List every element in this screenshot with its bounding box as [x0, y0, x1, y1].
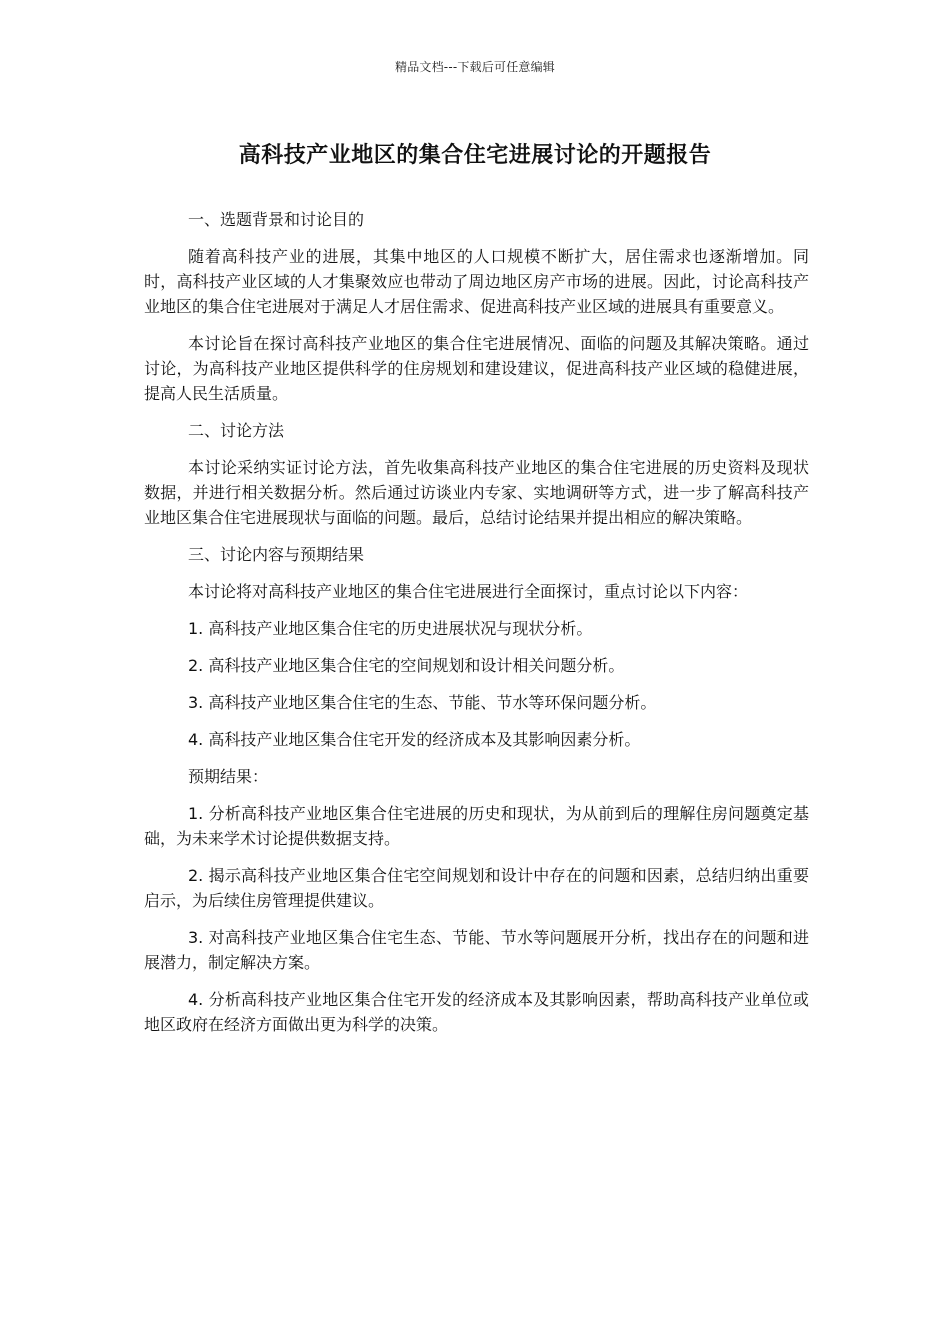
list-item-result-4: 4. 分析高科技产业地区集合住宅开发的经济成本及其影响因素，帮助高科技产业单位或地区政府在经济方面做出更为科学的决策。 [144, 990, 809, 1034]
section-heading-background: 一、选题背景和讨论目的 [188, 210, 365, 229]
paragraph-content-intro: 本讨论将对高科技产业地区的集合住宅进展进行全面探讨，重点讨论以下内容： [188, 582, 749, 601]
list-item-content-4: 4. 高科技产业地区集合住宅开发的经济成本及其影响因素分析。 [188, 730, 641, 749]
list-item-result-3: 3. 对高科技产业地区集合住宅生态、节能、节水等问题展开分析，找出存在的问题和进展潜力，制定解决方案。 [144, 928, 809, 972]
list-item-result-2: 2. 揭示高科技产业地区集合住宅空间规划和设计中存在的问题和因素，总结归纳出重要启示，为后续住房管理提供建议。 [144, 866, 809, 910]
paragraph-background: 随着高科技产业的进展，其集中地区的人口规模不断扩大，居住需求也逐渐增加。同时，高科技产业区域的人才集聚效应也带动了周边地区房产市场的进展。因此，讨论高科技产业地区的集合住宅进展对于满足人才居住需求、促进高科技产业区域的进展具有重要意义。 [144, 247, 809, 316]
document-title: 高科技产业地区的集合住宅进展讨论的开题报告 [238, 143, 712, 168]
list-item-content-1: 1. 高科技产业地区集合住宅的历史进展状况与现状分析。 [188, 619, 593, 638]
list-item-content-3: 3. 高科技产业地区集合住宅的生态、节能、节水等环保问题分析。 [188, 693, 657, 712]
document-body [144, 207, 809, 1049]
section-heading-method: 二、讨论方法 [188, 421, 285, 440]
paragraph-purpose: 本讨论旨在探讨高科技产业地区的集合住宅进展情况、面临的问题及其解决策略。通过讨论，为高科技产业地区提供科学的住房规划和建设建议，促进高科技产业区域的稳健进展，提高人民生活质量。 [144, 334, 809, 403]
list-item-content-2: 2. 高科技产业地区集合住宅的空间规划和设计相关问题分析。 [188, 656, 625, 675]
header-note: 精品文档---下载后可任意编辑 [395, 60, 555, 74]
paragraph-method: 本讨论采纳实证讨论方法，首先收集高科技产业地区的集合住宅进展的历史资料及现状数据，并进行相关数据分析。然后通过访谈业内专家、实地调研等方式，进一步了解高科技产业地区集合住宅进展现状与面临的问题。最后，总结讨论结果并提出相应的解决策略。 [144, 458, 809, 527]
expected-results-label: 预期结果： [188, 767, 269, 786]
list-item-result-1: 1. 分析高科技产业地区集合住宅进展的历史和现状，为从前到后的理解住房问题奠定基础，为未来学术讨论提供数据支持。 [144, 804, 809, 848]
section-heading-content: 三、讨论内容与预期结果 [188, 545, 365, 564]
